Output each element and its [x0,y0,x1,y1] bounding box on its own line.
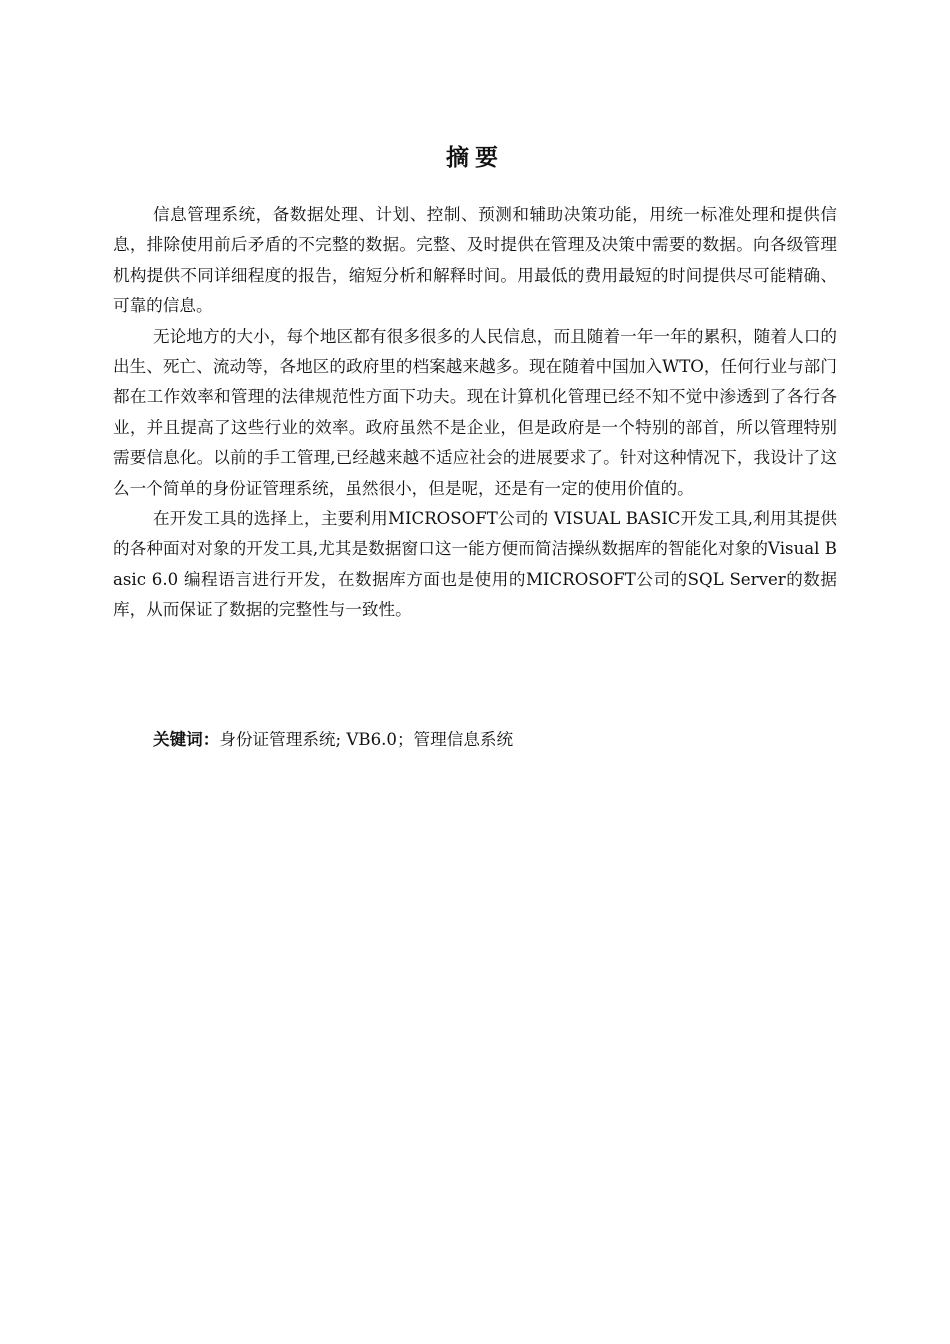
abstract-paragraph-2: 无论地方的大小，每个地区都有很多很多的人民信息，而且随着一年一年的累积，随着人口的出生、死亡、流动等，各地区的政府里的档案越来越多。现在随着中国加入WTO，任何行业与部门都在工作效率和管理的法律规范性方面下功夫。现在计算机化管理已经不知不觉中渗透到了各行各业，并且提高了这些行业的效率。政府虽然不是企业，但是政府是一个特别的部首，所以管理特别需要信息化。以前的手工管理,已经越来越不适应社会的进展要求了。针对这种情况下，我设计了这么一个简单的身份证管理系统，虽然很小，但是呢，还是有一定的使用价值的。 [113,326,837,498]
abstract-paragraph-1: 信息管理系统，备数据处理、计划、控制、预测和辅助决策功能，用统一标准处理和提供信息，排除使用前后矛盾的不完整的数据。完整、及时提供在管理及决策中需要的数据。向各级管理机构提供不同详细程度的报告，缩短分析和解释时间。用最低的费用最短的时间提供尽可能精确、可靠的信息。 [113,205,837,316]
keywords-label: 关键词： [153,730,220,749]
abstract-body [113,200,837,626]
abstract-title: 摘要 [446,145,504,171]
keywords-text: 身份证管理系统; VB6.0；管理信息系统 [219,730,514,749]
keywords-line [153,725,853,755]
abstract-paragraph-3: 在开发工具的选择上，主要利用MICROSOFT公司的 VISUAL BASIC开发工具,利用其提供的各种面对对象的开发工具,尤其是数据窗口这一能方便而简洁操纵数据库的智能化对象的Visual Basic 6.0 编程语言进行开发，在数据库方面也是使用的MICROSOFT公司的SQL Server的数据库，从而保证了数据的完整性与一致性。 [113,509,837,620]
